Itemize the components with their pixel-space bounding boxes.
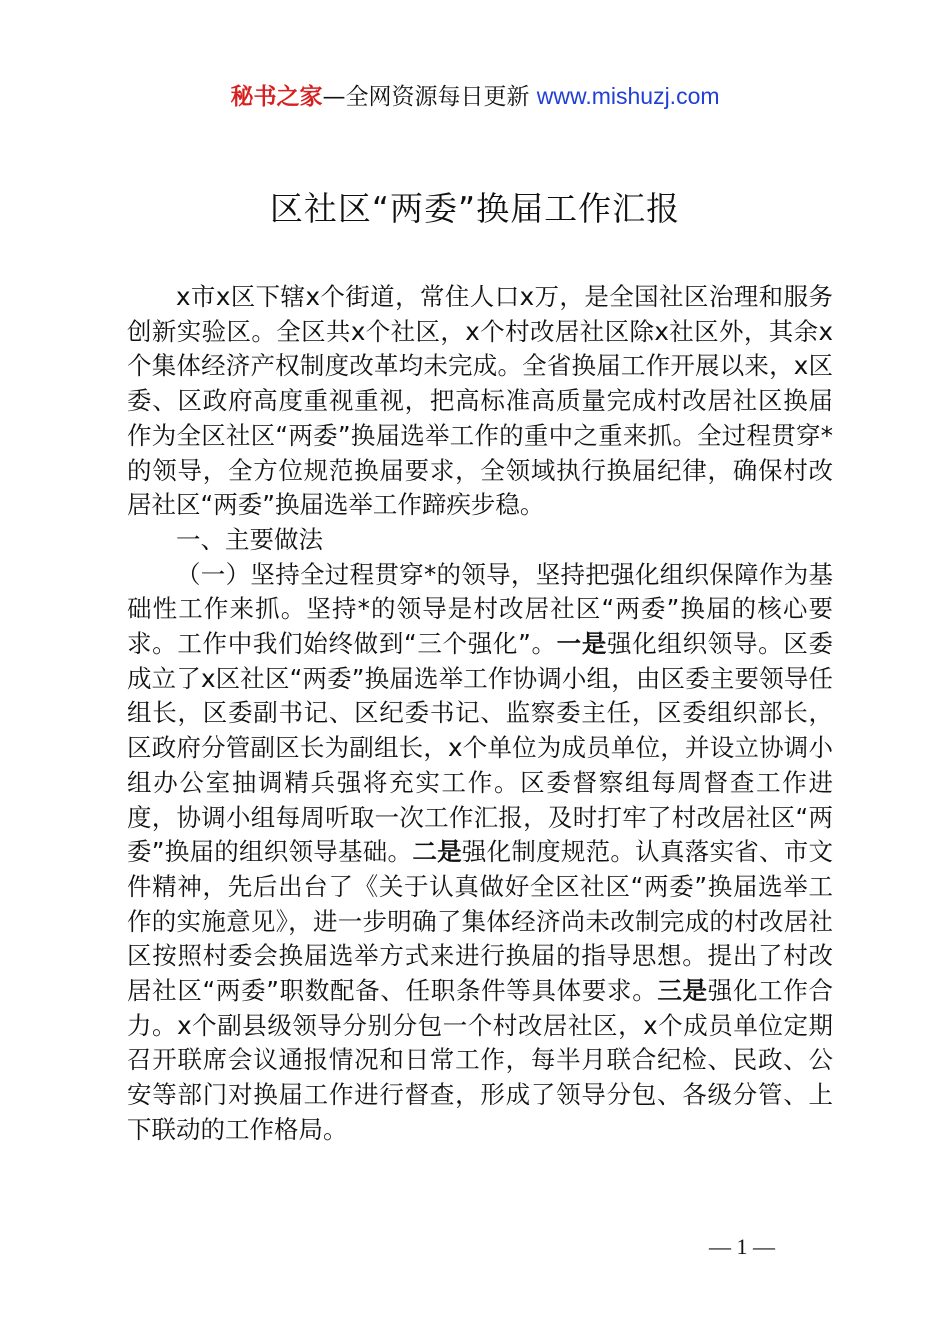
section-heading: 一、主要做法 [176,524,323,554]
bold-marker: 三是 [657,976,708,1006]
site-brand: 秘书之家 [230,84,323,110]
page-number: — 1 — [709,1234,775,1259]
paragraph-text: 强化组织领导。区委成立了x区社区“两委”换届选举工作协调小组，由区委主要领导任组长，区委副书记、区纪委书记、监察委主任，区委组织部长，区政府分管副区长为副组长，x个单位为成员单位，并设立协调小组办公室抽调精兵强将充实工作。区委督察组每周督查工作进度，协调小组每周听取一次工作汇报，及时打牢了村改居社区“两委”换届的组织领导基础。 [127,629,834,867]
bold-marker: 一是 [556,629,608,659]
paragraph-text: 强化工作合力。x个副县级领导分别分包一个村改居社区，x个成员单位定期召开联席会议通报情况和日常工作，每半月联合纪检、民政、公安等部门对换届工作进行督查，形成了领导分包、各级分管、上下联动的工作格局。 [127,976,834,1144]
paragraph-text: 强化制度规范。认真落实省、市文件精神，先后出台了《关于认真做好全区社区“两委”换届选举工作的实施意见》，进一步明确了集体经济尚未改制完成的村改居社区按照村委会换届选举方式来进行换届的指导思想。提出了村改居社区“两委”职数配备、任职条件等具体要求。 [127,837,834,1006]
site-url-link[interactable]: www.mishuzj.com [536,83,720,109]
intro-paragraph: x市x区下辖x个街道，常住人口x万，是全国社区治理和服务创新实验区。全区共x个社区，x个村改居社区除x社区外，其余x个集体经济产权制度改革均未完成。全省换届工作开展以来，x区委、区政府高度重视重视，把高标准高质量完成村改居社区换届作为全区社区“两委”换届选举工作的重中之重来抓。全过程贯穿*的领导，全方位规范换届要求，全领域执行换届纪律，确保村改居社区“两委”换届选举工作蹄疾步稳。 [127,282,833,520]
document-body [127,280,833,1148]
site-header [0,80,950,113]
document-title: 区社区“两委”换届工作汇报 [269,189,681,228]
body-paragraph [127,558,833,1148]
site-tagline: —全网资源每日更新 [322,84,537,110]
paragraph-text: （一）坚持全过程贯穿*的领导，坚持把强化组织保障作为基础性工作来抓。坚持*的领导是村改居社区“两委”换届的核心要求。工作中我们始终做到“三个强化”。 [127,559,833,659]
bold-marker: 二是 [412,837,462,867]
